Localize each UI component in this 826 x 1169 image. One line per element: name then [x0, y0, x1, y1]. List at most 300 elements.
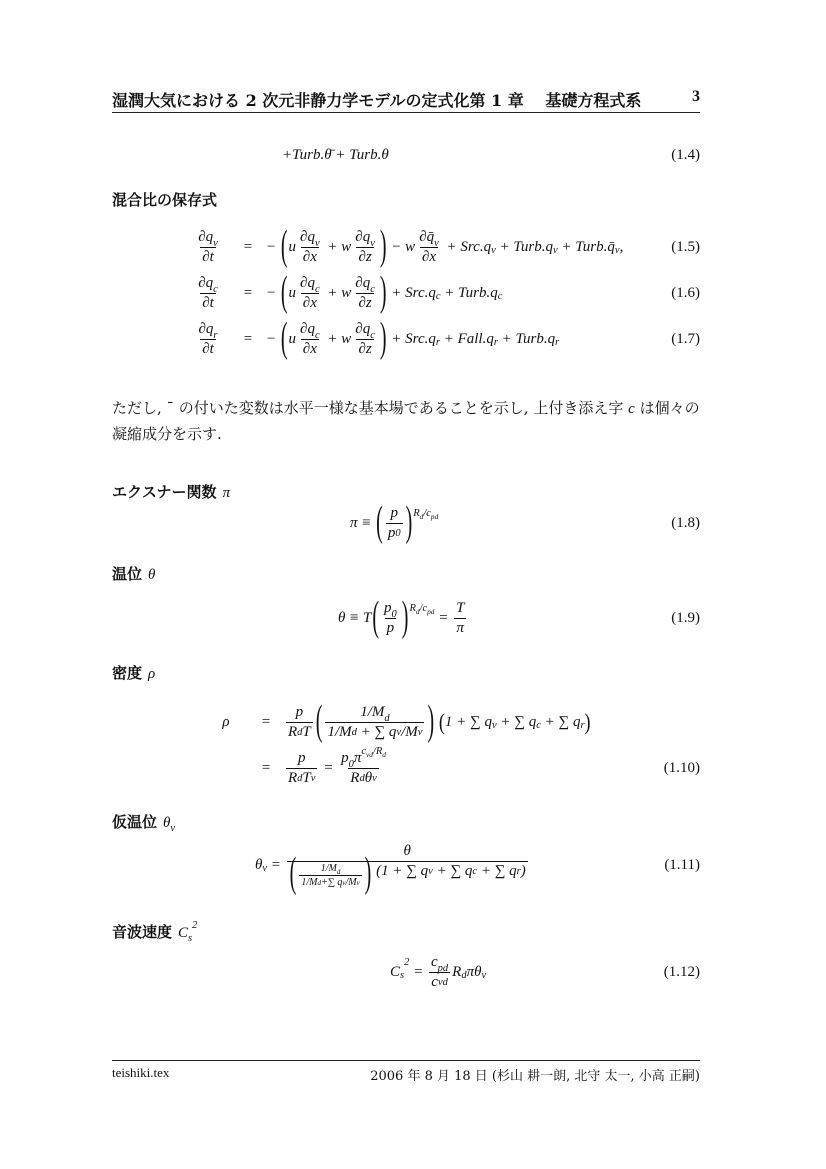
fraction: [298, 275, 322, 312]
denominator: [429, 972, 450, 991]
denominator: [286, 722, 313, 741]
math-term: R: [413, 508, 420, 520]
math-term: +Turb.θ̄ + Turb.θ: [282, 146, 389, 163]
math-term: v: [614, 245, 620, 257]
math-term: d: [336, 867, 341, 876]
math-term: + Src.q: [387, 284, 436, 301]
math-term: u: [288, 330, 297, 347]
heading-label: 密度: [112, 664, 143, 682]
subscript: [498, 291, 503, 302]
equation-lhs: [186, 275, 230, 312]
equation-lhs: [186, 321, 230, 358]
fraction: [286, 750, 317, 787]
math-term: /M: [401, 723, 418, 740]
subscript: [315, 238, 320, 249]
numerator: [196, 320, 219, 342]
math-term: c: [213, 284, 218, 296]
math-term: ρ: [148, 666, 156, 682]
fraction: [325, 704, 424, 741]
math-term: d: [317, 878, 321, 887]
large-parenthesis: ): [379, 314, 387, 362]
math-term: R: [288, 723, 298, 740]
equation-number: (1.7): [671, 330, 700, 347]
math-term: θ: [148, 567, 156, 583]
equation-1-8: [0, 498, 826, 548]
equation-number: (1.10): [663, 759, 700, 776]
equals-sign: =: [243, 330, 253, 347]
math-term: θ: [403, 842, 411, 859]
math-term: d: [384, 713, 390, 725]
math-term: 1/M: [327, 723, 352, 740]
math-term: −: [266, 238, 280, 255]
math-term: v: [356, 878, 360, 887]
fraction: [286, 704, 313, 741]
math-term: d: [359, 773, 365, 785]
large-parenthesis: (: [315, 697, 323, 745]
math-term: =: [434, 609, 453, 626]
subscript: [370, 284, 375, 295]
subscript: [213, 330, 217, 341]
math-term: ∂x: [302, 340, 317, 357]
subscript: [349, 759, 354, 770]
paragraph-text: ただし, ¯ の付いた変数は水平一様な基本場であることを示し, 上付き添え字: [112, 399, 629, 417]
math-term: c: [430, 953, 438, 970]
heading-math: [148, 666, 155, 682]
math-term: /R: [372, 746, 383, 758]
denominator: [454, 618, 466, 637]
large-parenthesis: ): [401, 593, 409, 641]
large-parenthesis: (: [372, 593, 380, 641]
math-term: θ ≡ T: [338, 609, 372, 626]
large-parenthesis: (: [280, 268, 288, 316]
large-parenthesis: ): [379, 268, 387, 316]
math-term: + Turb.q: [497, 330, 556, 347]
fraction: [196, 275, 220, 312]
math-term: r: [435, 337, 440, 349]
subscript: [481, 970, 486, 981]
heading-math: [148, 567, 155, 583]
numerator: [454, 600, 466, 618]
math-term: ∂x: [302, 248, 317, 265]
math-term: ∂q̄: [419, 228, 435, 245]
math-term: R: [288, 769, 298, 786]
math-term: ∂q: [355, 274, 371, 291]
heading-label: 混合比の保存式: [112, 191, 218, 209]
denominator: [386, 523, 403, 542]
explanation-paragraph: [112, 396, 702, 447]
numerator: [296, 750, 308, 768]
equation-lhs: [186, 229, 230, 266]
math-term: d: [382, 749, 386, 759]
math-term: p: [341, 749, 349, 766]
denominator: [325, 722, 424, 741]
math-term: r: [516, 866, 521, 878]
math-term: + Turb.q̄: [557, 238, 615, 255]
subscript: [416, 607, 420, 616]
denominator: [200, 339, 216, 358]
numerator: [382, 599, 399, 621]
math-term: pd: [437, 963, 449, 975]
header-title: 湿潤大気における 2 次元非静力学モデルの定式化第 1 章 基礎方程式系: [112, 91, 642, 110]
equation-1-9: [0, 593, 826, 643]
equation-1-11: [0, 840, 826, 897]
subscript: [370, 330, 375, 341]
subscript: [311, 773, 316, 784]
subscript: [366, 750, 373, 759]
math-term: ∂x: [302, 294, 317, 311]
math-term: 1/M: [301, 876, 318, 888]
math-term: T: [302, 769, 311, 786]
equals-sign: =: [261, 759, 271, 776]
equation-rhs: [266, 222, 624, 270]
math-term: ∂q: [300, 274, 315, 291]
math-term: −: [266, 284, 280, 301]
math-term: v: [434, 238, 439, 250]
fraction: [196, 321, 219, 358]
denominator: [287, 849, 528, 897]
math-term: d: [351, 727, 357, 739]
math-term: d: [461, 970, 467, 982]
math-term: + ∑ q: [540, 713, 581, 730]
section-heading-potential-temperature: [112, 563, 155, 584]
subscript: [427, 607, 434, 616]
equation-expression: [282, 147, 389, 164]
equation-rhs: [266, 314, 560, 362]
math-term: + ∑ q: [356, 723, 397, 740]
fraction: [353, 275, 377, 312]
math-term: R: [350, 769, 360, 786]
page-header: [112, 88, 700, 113]
math-term: ∂q: [198, 320, 214, 337]
denominator: [356, 339, 373, 358]
footer-filename: teishiki.tex: [112, 1065, 170, 1080]
math-term: R: [409, 603, 416, 615]
math-term: ρ: [222, 713, 230, 730]
subscript: [357, 879, 360, 887]
math-term: −: [266, 330, 280, 347]
denominator: [301, 247, 319, 266]
fraction: [298, 229, 322, 266]
math-term: π: [222, 485, 231, 501]
numerator: [429, 953, 450, 975]
subscript: [436, 337, 440, 348]
numerator: [353, 228, 377, 250]
math-term: d: [415, 606, 420, 616]
equation-1-6: [0, 268, 826, 318]
math-term: s: [400, 970, 405, 982]
equals-sign: =: [243, 284, 253, 301]
section-heading-density: [112, 662, 155, 683]
math-term: p: [387, 524, 396, 541]
fraction: [339, 746, 388, 787]
math-term: ∂t: [202, 294, 214, 311]
subscript: [297, 727, 302, 738]
math-term: /M: [345, 876, 357, 888]
subscript: [342, 879, 345, 887]
math-term: T: [456, 599, 465, 616]
math-term: ∂t: [202, 340, 214, 357]
subscript: [431, 512, 438, 521]
math-term: T: [302, 723, 311, 740]
subscript: [188, 933, 192, 944]
subscript: [359, 773, 364, 784]
subscript: [262, 863, 267, 874]
subscript: [494, 337, 498, 348]
heading-label: 仮温位: [112, 813, 158, 831]
math-term: π: [456, 619, 464, 636]
fraction: [382, 600, 399, 637]
equation-expression: [255, 842, 530, 897]
large-parenthesis: ): [405, 498, 413, 546]
subscript: [392, 609, 397, 620]
denominator: [385, 618, 397, 637]
denominator: [299, 875, 361, 888]
large-parenthesis: (: [280, 314, 288, 362]
math-term: + w: [323, 284, 352, 301]
section-heading-virtual-potential-temperature: [112, 811, 175, 832]
equation-number: (1.9): [671, 609, 700, 626]
equation-lhs: [204, 714, 248, 731]
subscript: [438, 977, 448, 988]
math-term: d: [297, 727, 303, 739]
math-term: 0: [348, 759, 354, 771]
math-term: c: [370, 284, 375, 296]
equation-number: (1.8): [671, 514, 700, 531]
math-term: v: [396, 727, 402, 739]
fraction: [386, 505, 403, 542]
subscript: [438, 963, 449, 974]
math-term: 1 + ∑ q: [444, 713, 492, 730]
math-term: d: [419, 511, 424, 521]
math-term: πθ: [466, 963, 482, 980]
large-parenthesis: (: [376, 498, 383, 546]
math-term: c: [431, 973, 438, 990]
fraction: [429, 954, 450, 991]
math-term: vd: [437, 977, 448, 989]
math-term: ∂z: [358, 248, 372, 265]
math-term: v: [428, 866, 433, 878]
fraction: [454, 600, 466, 637]
numerator: [298, 274, 322, 296]
math-term: π ≡: [350, 514, 376, 531]
equation-number: (1.6): [671, 284, 700, 301]
math-term: ∂z: [358, 294, 372, 311]
equation-number: (1.4): [671, 146, 700, 163]
math-term: + ∑ q: [496, 713, 537, 730]
math-term: ∂x: [421, 248, 437, 265]
math-term: + Fall.q: [439, 330, 494, 347]
math-term: c: [370, 330, 375, 342]
math-term: vd: [366, 749, 373, 759]
math-term: ∂q: [300, 228, 315, 245]
paragraph-variable: c: [628, 401, 635, 417]
math-term: + Src.q: [387, 330, 436, 347]
math-term: v: [553, 245, 558, 257]
superscript: [409, 603, 434, 614]
math-term: + ∑ q: [477, 862, 517, 879]
math-term: r: [580, 720, 585, 732]
equation-1-5: [0, 222, 826, 272]
heading-label: 温位: [112, 565, 143, 583]
numerator: [353, 274, 377, 296]
paragraph-text: は個々の凝縮成分を示す.: [112, 399, 700, 443]
subscript: [615, 245, 620, 256]
math-term: (1 + ∑ q: [372, 862, 429, 879]
math-term: pd: [430, 511, 439, 521]
equals-sign: =: [261, 713, 271, 730]
parenthesis: (: [438, 708, 445, 735]
math-term: 1/M: [320, 862, 337, 874]
superscript: [404, 957, 409, 968]
math-term: C: [390, 963, 401, 980]
denominator: [348, 768, 378, 787]
math-term: v: [491, 720, 497, 732]
math-term: π: [353, 749, 362, 766]
math-term: v: [314, 238, 320, 250]
math-term: =: [319, 759, 338, 776]
equation-1-10-line2: [0, 743, 826, 793]
subscript: [384, 713, 389, 724]
denominator: [200, 293, 216, 312]
subscript: [436, 291, 441, 302]
math-term: v: [372, 773, 377, 785]
superscript: [361, 746, 386, 757]
subscript: [352, 727, 357, 738]
subscript: [382, 750, 386, 759]
numerator: [298, 228, 322, 250]
large-parenthesis: (: [280, 222, 288, 270]
equals-sign: =: [243, 238, 253, 255]
math-term: − w: [387, 238, 416, 255]
math-term: c: [435, 291, 441, 303]
math-term: c: [472, 866, 478, 878]
subscript: [372, 773, 377, 784]
math-term: ): [520, 862, 526, 879]
math-term: + Turb.q: [495, 238, 553, 255]
math-term: 0: [395, 528, 401, 540]
math-term: =: [409, 963, 427, 980]
subscript: [420, 512, 424, 521]
superscript: [413, 508, 438, 519]
math-term: u: [288, 284, 297, 301]
math-term: + Turb.q: [440, 284, 498, 301]
subscript: [492, 720, 497, 731]
math-term: R: [452, 963, 462, 980]
math-term: pd: [427, 606, 435, 616]
subscript: [400, 970, 404, 981]
equation-1-10-line1: [0, 697, 826, 747]
math-term: s: [188, 932, 193, 944]
subscript: [337, 868, 341, 876]
fraction: [299, 863, 361, 888]
math-term: p: [384, 599, 392, 616]
math-term: v: [213, 238, 218, 250]
equation-1-7: [0, 314, 826, 364]
subscript: [428, 866, 433, 877]
equation-expression: [338, 593, 468, 641]
subscript: [472, 866, 477, 877]
math-term: p: [297, 749, 306, 766]
math-term: ∂q: [355, 320, 371, 337]
superscript: [192, 920, 197, 931]
math-term: ∂q: [300, 320, 315, 337]
subscript: [536, 720, 541, 731]
large-parenthesis: (: [289, 849, 297, 897]
numerator: [417, 228, 441, 250]
math-term: 0: [391, 609, 397, 621]
fraction: [353, 229, 377, 266]
math-term: v: [417, 727, 423, 739]
math-term: v: [481, 970, 487, 982]
math-term: ∂q: [198, 228, 214, 245]
fraction: [196, 229, 220, 266]
math-term: C: [178, 925, 189, 941]
math-term: p: [295, 703, 304, 720]
math-term: θ: [364, 769, 373, 786]
subscript: [517, 866, 521, 877]
subscript: [315, 284, 320, 295]
math-term: u: [288, 238, 297, 255]
math-term: 2: [192, 919, 198, 931]
math-term: + w: [323, 238, 352, 255]
subscript: [434, 238, 439, 249]
equation-rhs: [266, 268, 503, 316]
footer-date-authors: 2006 年 8 月 18 日 (杉山 耕一朗, 北守 太一, 小高 正嗣): [370, 1069, 700, 1084]
math-term: θ: [163, 815, 171, 831]
denominator: [356, 247, 373, 266]
math-term: v: [370, 238, 375, 250]
math-term: c: [536, 720, 541, 732]
denominator: [200, 247, 216, 266]
denominator: [301, 293, 319, 312]
subscript: [553, 245, 558, 256]
math-term: θ: [255, 856, 263, 873]
equation-number: (1.12): [663, 963, 700, 980]
math-term: p: [390, 504, 398, 521]
numerator: [298, 320, 322, 342]
equation-number: (1.5): [671, 238, 700, 255]
math-term: c: [497, 291, 503, 303]
heading-label: 音波速度: [112, 923, 173, 941]
heading-math: [178, 919, 198, 944]
math-term: c: [314, 284, 320, 296]
page-footer: [112, 1060, 700, 1084]
equation-number: (1.11): [664, 856, 700, 873]
numerator: [319, 863, 343, 875]
heading-label: エクスナー関数: [112, 483, 217, 501]
subscript: [317, 879, 321, 887]
section-heading-sound-speed: [112, 921, 197, 942]
math-term: r: [493, 337, 498, 349]
math-term: + ∑ q: [432, 862, 473, 879]
math-term: 1/M: [360, 703, 385, 720]
subscript: [297, 773, 302, 784]
subscript: [213, 284, 218, 295]
fraction: [287, 842, 528, 897]
subscript: [315, 330, 320, 341]
math-term: /c: [423, 508, 431, 520]
equation-rhs: [284, 746, 390, 787]
subscript: [418, 727, 423, 738]
math-term: ∂z: [358, 340, 372, 357]
equation-expression: [350, 498, 439, 546]
subscript: [555, 337, 559, 348]
fraction: [417, 229, 441, 266]
denominator: [420, 247, 438, 266]
math-term: =: [267, 856, 285, 873]
equation-1-12: [0, 947, 826, 997]
equation-expression: [390, 954, 486, 991]
